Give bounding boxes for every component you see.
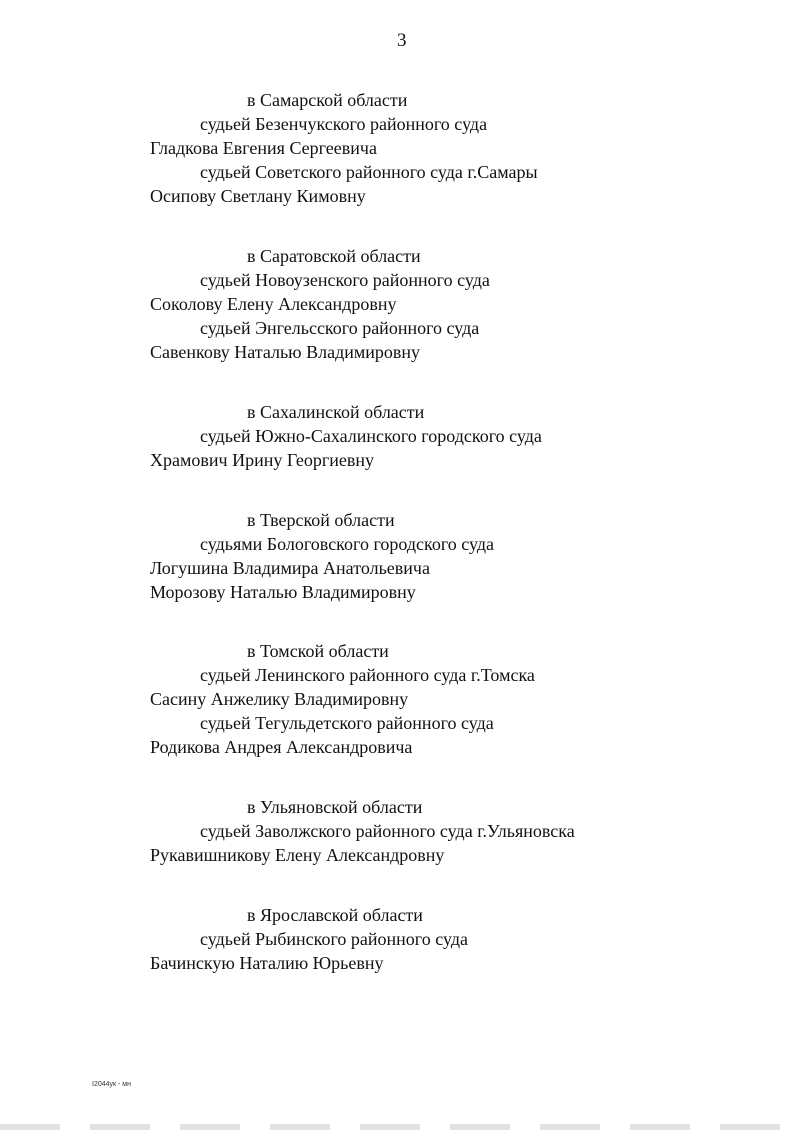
- judge-name: Савенкову Наталью Владимировну: [150, 342, 421, 362]
- court-line: судьей Тегульдетского районного суда: [200, 713, 494, 733]
- region-heading: в Ярославской области: [247, 905, 423, 925]
- judge-name: Храмович Ирину Георгиевну: [150, 450, 374, 470]
- region-heading: в Самарской области: [247, 90, 408, 110]
- court-line: судьей Энгельсского районного суда: [200, 318, 480, 338]
- judge-name: Бачинскую Наталию Юрьевну: [150, 953, 384, 973]
- judge-name: Морозову Наталью Владимировну: [150, 582, 416, 602]
- judge-name: Сасину Анжелику Владимировну: [150, 689, 409, 709]
- scan-edge-artifact: [0, 1124, 800, 1130]
- judge-name: Родикова Андрея Александровича: [150, 737, 413, 757]
- region-heading: в Тверской области: [247, 510, 395, 530]
- court-line: судьей Ленинского районного суда г.Томска: [200, 665, 535, 685]
- region-heading: в Томской области: [247, 641, 389, 661]
- document-code: I2044ук - мн: [92, 1081, 131, 1088]
- page-number: 3: [397, 30, 407, 51]
- court-line: судьей Рыбинского районного суда: [200, 929, 468, 949]
- court-line: судьей Южно-Сахалинского городского суда: [200, 426, 542, 446]
- court-line: судьями Бологовского городского суда: [200, 534, 495, 554]
- region-heading: в Саратовской области: [247, 246, 421, 266]
- court-line: судьей Новоузенского районного суда: [200, 270, 490, 290]
- judge-name: Осипову Светлану Кимовну: [150, 186, 366, 206]
- judge-name: Гладкова Евгения Сергеевича: [150, 138, 377, 158]
- judge-name: Рукавишникову Елену Александровну: [150, 845, 445, 865]
- court-line: судьей Советского районного суда г.Самары: [200, 162, 538, 182]
- judge-name: Соколову Елену Александровну: [150, 294, 397, 314]
- judge-name: Логушина Владимира Анатольевича: [150, 558, 430, 578]
- court-line: судьей Безенчукского районного суда: [200, 114, 488, 134]
- region-heading: в Сахалинской области: [247, 402, 425, 422]
- region-heading: в Ульяновской области: [247, 797, 423, 817]
- court-line: судьей Заволжского районного суда г.Ульяновска: [200, 821, 575, 841]
